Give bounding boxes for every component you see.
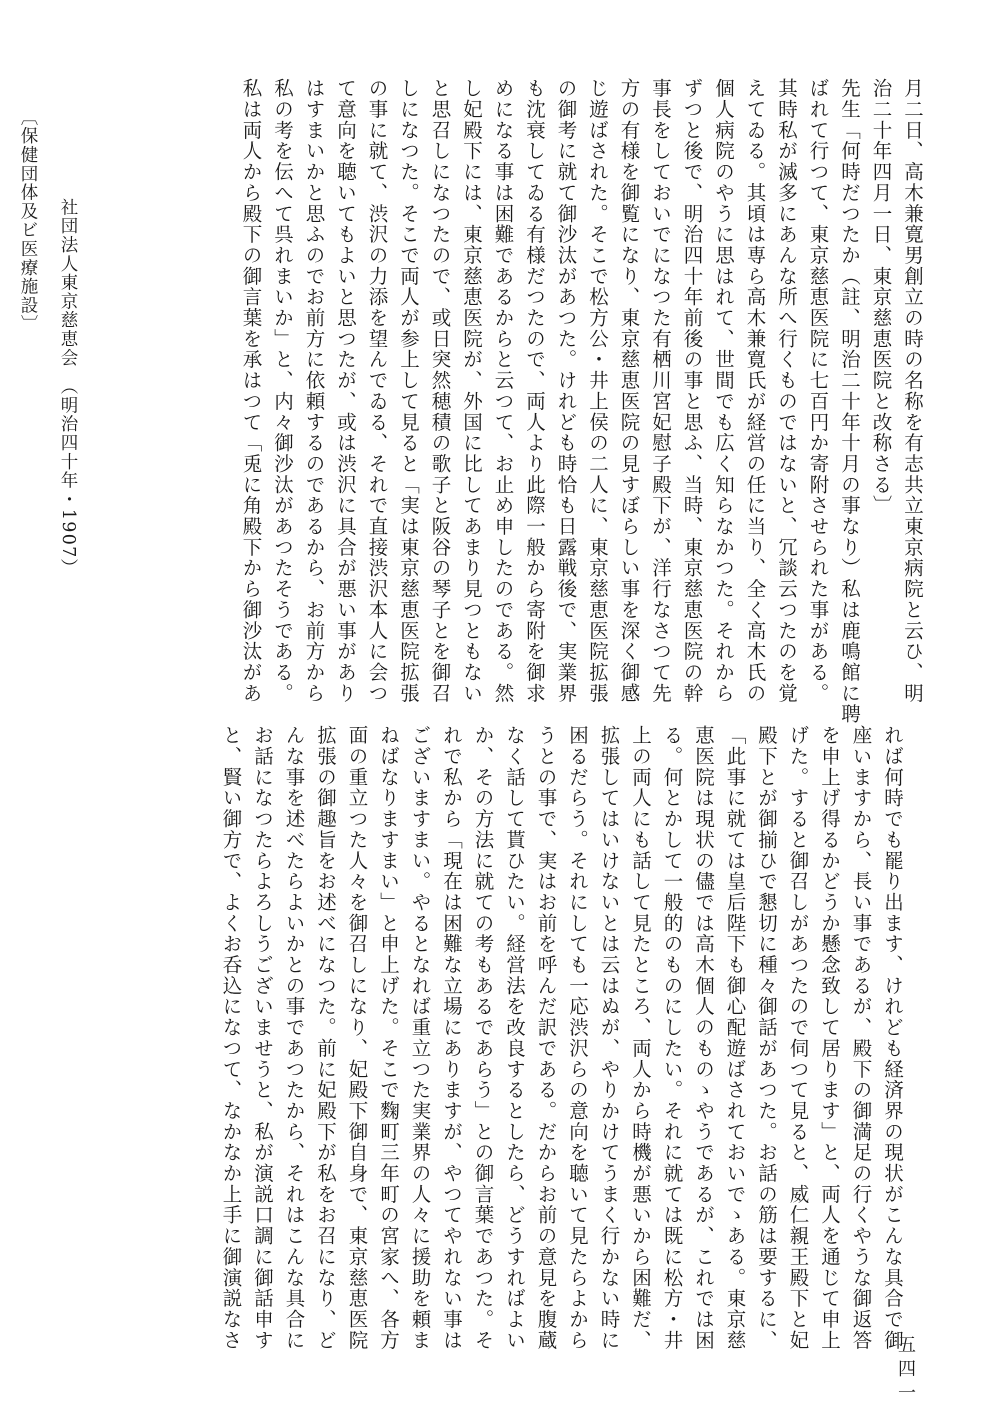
text-line: なく話して貰ひたい。経営法を改良するとしたら、どうすればよい: [503, 725, 526, 1351]
text-line: も沈衰してゐる有様だつたので、両人より此際一般から寄附を御求: [523, 78, 546, 704]
text-line: えてゐる。其頃は専ら高木兼寛氏が経営の任に当り、全く高木氏の: [743, 78, 767, 704]
text-line: うとの事で、実はお前を呼んだ訳である。だからお前の意見を腹蔵: [534, 725, 558, 1351]
text-line: か、その方法に就ての考もあるであらう」との御言葉であつた。そ: [471, 725, 495, 1351]
section-note: 〔保健団体及ビ医療施設〕: [18, 108, 38, 334]
text-line: 方の有様を御覧になり、東京慈恵医院の見すぼらしい事を深く御感: [617, 78, 641, 704]
text-line: じ遊ばされた。そこで松方公・井上侯の二人に、東京慈恵医院拡張: [586, 78, 609, 704]
text-line: しになつた。そこで両人が参上して見ると「実は東京慈恵医院拡張: [397, 78, 420, 704]
text-line: 拡張してはいけないとは云はぬが、やりかけてうまく行かない時に: [597, 725, 621, 1351]
text-line: 治二十年四月一日、東京慈恵医院と改称さる〕: [869, 78, 893, 516]
text-line: ございますまい。やるとなれば重立つた実業界の人々に援助を頼ま: [408, 725, 432, 1351]
text-line: れば何時でも罷り出ます、けれども経済界の現状がこんな具合で御: [881, 725, 904, 1351]
text-line: の御考に就て御沙汰があつた。けれども時恰も日露戦後で、実業界: [554, 78, 578, 704]
text-line: 困るだらう。それにしても一応渋沢らの意向を聴いて見たらよから: [566, 725, 589, 1351]
text-line: めになる事は困難であるからと云つて、お止め申したのである。然: [491, 78, 515, 704]
text-line: ばれて行つて、東京慈恵医院に七百円か寄附させられた事がある。: [806, 78, 830, 704]
lower-text-block: [215, 725, 908, 1351]
text-line: て意向を聴いてもよいと思つたが、或は渋沢に具合が悪い事があり: [334, 78, 357, 704]
text-line: 私の考を伝へて呉れまいか」と、内々御沙汰があつたそうである。: [271, 78, 294, 704]
text-line: 先生「何時だつたか（註、明治二十年十月の事なり）私は鹿鳴館に聘: [838, 78, 861, 725]
text-line: 「此事に就ては皇后陛下も御心配遊ばされておいでゝある。東京慈: [723, 725, 747, 1351]
text-line: ねばなりますまい」と申上げた。そこで麴町三年町の宮家へ、各方: [377, 725, 400, 1351]
text-line: 其時私が滅多にあんな所へ行くものではないと、冗談云つたのを覚: [775, 78, 798, 704]
text-line: 拡張の御趣旨をお述べになつた。前に妃殿下が私をお召になり、ど: [314, 725, 337, 1351]
text-line: 恵医院は現状の儘では高木個人のものゝやうであるが、これでは困: [692, 725, 715, 1351]
text-line: 殿下とが御揃ひで懇切に種々御話があつた。お話の筋は要するに、: [755, 725, 778, 1351]
text-line: 面の重立つた人々を御召しになり、妃殿下御自身で、東京慈恵医院: [345, 725, 369, 1351]
text-line: れで私から「現在は困難な立場にありますが、やつてやれない事は: [440, 725, 463, 1351]
text-line: 月二日、高木兼寛男創立の時の名称を有志共立東京病院と云ひ、明: [901, 78, 924, 704]
text-line: を申上げ得るかどうか懸念致して居ります」と、両人を通じて申上: [818, 725, 841, 1351]
text-line: んな事を述べたらよいかとの事であつたから、それはこんな具合に: [282, 725, 306, 1351]
text-line: の事に就て、渋沢の力添を望んでゐる、それで直接渋沢本人に会つ: [365, 78, 389, 704]
text-line: お話になつたらよろしうございませうと、私が演説口調に御話申す: [251, 725, 274, 1351]
text-line: はすまいかと思ふのでお前方に依頼するのであるから、お前方から: [302, 78, 326, 704]
text-line: 私は両人から殿下の御言葉を承はつて「兎に角殿下から御沙汰があ: [239, 78, 263, 704]
upper-text-block: [235, 78, 928, 725]
text-line: し妃殿下には、東京慈恵医院が、外国に比してあまり見つともない: [460, 78, 483, 704]
text-line: げた。すると御召しがあつたので伺つて見ると、威仁親王殿下と妃: [786, 725, 810, 1351]
page-number: 五四一: [895, 1335, 916, 1407]
text-line: ずつと後で、明治四十年前後の事と思ふ、当時、東京慈恵医院の幹: [680, 78, 704, 704]
text-line: と、賢い御方で、よくお呑込になつて、なかなか上手に御演説なさ: [219, 725, 243, 1351]
text-line: 座いますから、長い事であるが、殿下の御満足の行くやうな御返答: [849, 725, 873, 1351]
text-line: る。何とかして一般的のものにしたい。それに就ては既に松方・井: [660, 725, 684, 1351]
text-line: 事長をしておいでになつた有栖川宮妃慰子殿下が、洋行なさつて先: [649, 78, 672, 704]
text-line: 個人病院のやうに思はれて、世間でも広く知らなかつた。それから: [712, 78, 735, 704]
text-line: と思召しになつたので、或日突然穂積の歌子と阪谷の琴子とを御召: [428, 78, 452, 704]
text-line: 上の両人にも話して見たところ、両人から時機が悪いから困難だ、: [629, 725, 652, 1351]
publisher-line: 社団法人東京慈恵会 （明治四十年・1907）: [58, 198, 78, 578]
